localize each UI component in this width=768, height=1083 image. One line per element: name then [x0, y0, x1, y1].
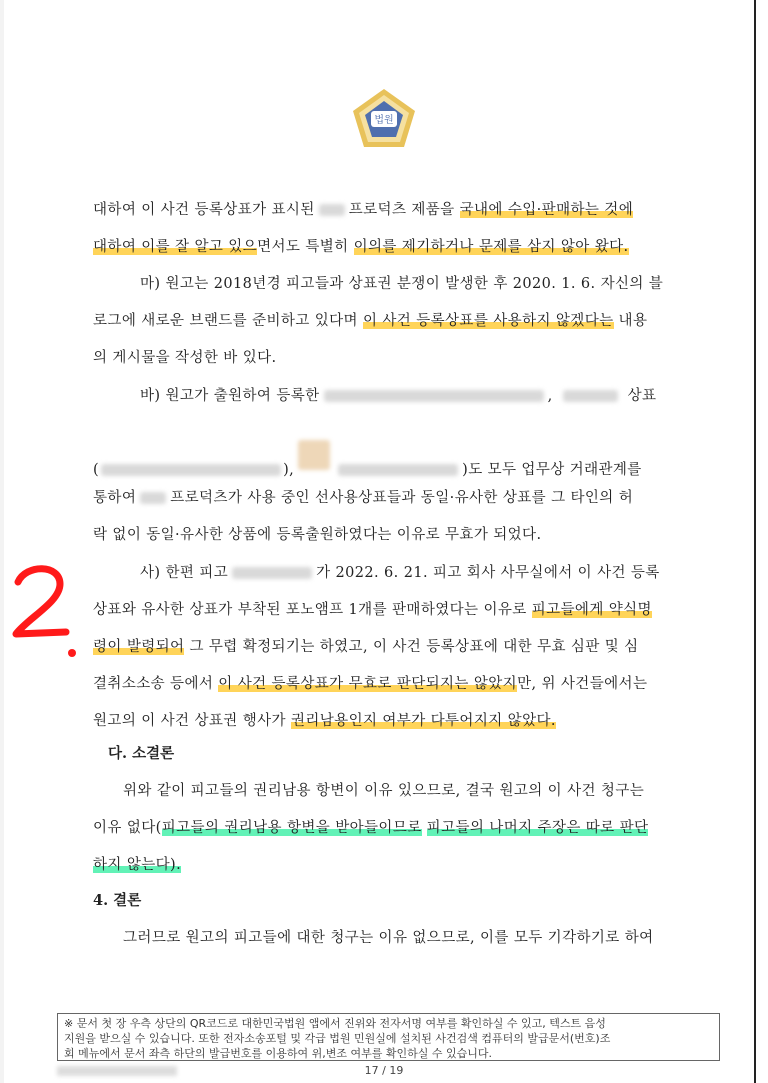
para-line: ( ), )도 모두 업무상 거래관계를 — [93, 450, 642, 490]
para-line: 락 없이 동일·유사한 상품에 등록출원하였다는 이유로 무효가 되었다. — [93, 527, 542, 543]
para-line: 그러므로 원고의 피고들에 대한 청구는 이유 없으므로, 이를 모두 기각하기로 하여 — [123, 930, 654, 946]
para-line: 원고의 이 사건 상표권 행사가 권리남용인지 여부가 다투어지지 않았다. — [93, 713, 556, 729]
para-line: 마) 원고는 2018년경 피고들과 상표권 분쟁이 발생한 후 2020. 1. 6. 자신의 블 — [140, 276, 664, 292]
para-line: 대하여 이를 잘 알고 있으면서도 특별히 이의를 제기하거나 문제를 삼지 않아 왔다. — [93, 239, 629, 255]
para-line: 바) 원고가 출원하여 등록한 , 상표 — [140, 388, 657, 404]
para-line: 령이 발령되어 그 무렵 확정되기는 하였고, 이 사건 등록상표에 대한 무효 심판 및 심 — [93, 639, 639, 655]
para-line: 위와 같이 피고들의 권리남용 항변이 이유 있으므로, 결국 원고의 이 사건 청구는 — [123, 783, 645, 799]
para-line: 이유 없다(피고들의 권리남용 항변을 받아들이므로 피고들의 나머지 주장은 따로 판단 — [93, 820, 649, 836]
blurred-mark-image — [294, 450, 334, 490]
section-heading: 4. 결론 — [93, 892, 142, 909]
para-line: 사) 한편 피고 가 2022. 6. 21. 피고 회사 사무실에서 이 사건 등록 — [140, 565, 660, 581]
court-emblem-logo — [349, 87, 419, 151]
page-border — [754, 0, 756, 1083]
para-line: 통하여 프로덕츠가 사용 중인 선사용상표들과 동일·유사한 상표를 그 타인의 허 — [93, 490, 634, 506]
emblem-text: 법원 — [374, 115, 394, 126]
footer-notice: ※ 문서 첫 장 우측 상단의 QR코드로 대한민국법원 앱에서 진위와 전자서명 여부를 확인하실 수 있고, 텍스트 음성 지원을 받으실 수 있습니다. 또한 전자소송포털 및 각급 법원 민원실에 설치된 사건검색 컴퓨터의 발급문서(번호)조 회 메뉴에서 문서 좌측 하단의 발급번호를 이용하여 위,변조 여부를 확인하실 수 있습니다. — [57, 1013, 720, 1061]
para-line: 상표와 유사한 상표가 부착된 포노앰프 1개를 판매하였다는 이유로 피고들에게 약식명 — [93, 602, 652, 618]
para-line: 로그에 새로운 브랜드를 준비하고 있다며 이 사건 등록상표를 사용하지 않겠다는 내용 — [93, 313, 648, 329]
page-edge — [0, 0, 4, 1083]
para-line: 의 게시물을 작성한 바 있다. — [93, 350, 277, 366]
page-number: 17 / 19 — [364, 1064, 404, 1077]
para-line: 하지 않는다). — [93, 857, 182, 873]
para-line: 대하여 이 사건 등록상표가 표시된 프로덕츠 제품을 국내에 수입·판매하는 것에 — [93, 202, 634, 218]
handwritten-number-mark — [8, 560, 76, 660]
para-line: 결취소소송 등에서 이 사건 등록상표가 무효로 판단되지는 않았지만, 위 사건들에서는 — [93, 676, 648, 692]
section-heading: 다. 소결론 — [108, 745, 175, 762]
